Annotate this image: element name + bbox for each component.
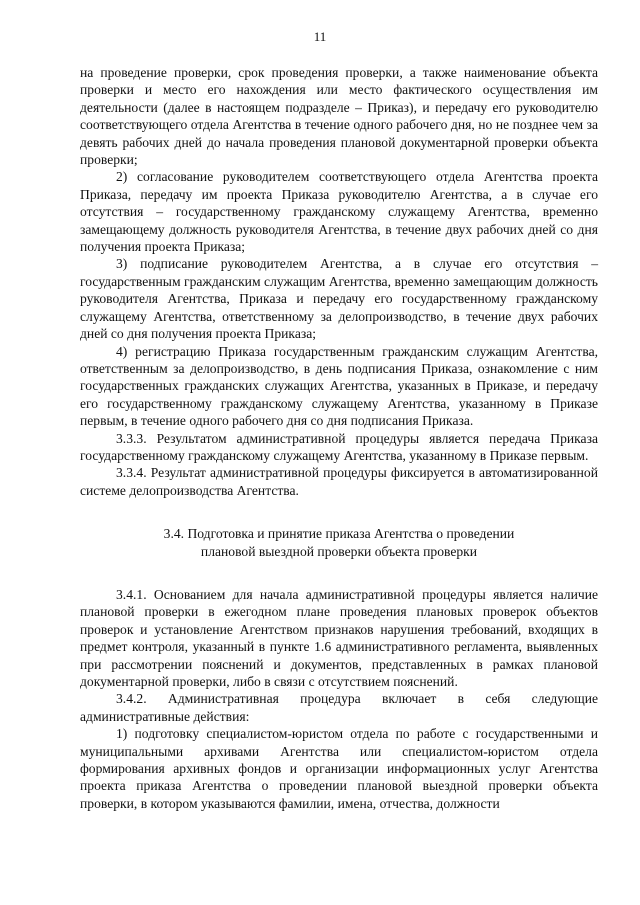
paragraph-item-2: 2) согласование руководителем соответствующего отдела Агентства проекта Приказа, передачу им проекта Приказа руководителю Агентства, а в случае его отсутствия – государственному гражданскому служащему Агентства, временно замещающему должность руководителя Агентства, в течение двух рабочих дней со дня получения проекта Приказа; — [80, 169, 598, 255]
document-body — [80, 64, 598, 812]
section-heading-line-2: плановой выездной проверки объекта проверки — [200, 543, 478, 559]
page-number: 11 — [313, 29, 327, 44]
paragraph-3-4-2-item-1: 1) подготовку специалистом-юристом отдела по работе с государственными и муниципальными архивами Агентства или специалистом-юристом отдела формирования архивных фондов и организации информационных услуг Агентства проекта приказа Агентства о проведении плановой выездной проверки объекта проверки, в котором указываются фамилии, имена, отчества, должности — [80, 726, 598, 811]
paragraph-3-3-4: 3.3.4. Результат административной процедуры фиксируется в автоматизированной системе делопроизводства Агентства. — [80, 465, 598, 498]
paragraph-continuation: на проведение проверки, срок проведения проверки, а также наименование объекта проверки и место его нахождения или место фактического осуществления им деятельности (далее в настоящем подразделе – Приказ), и передачу его руководителю соответствующего отдела Агентства в течение одного рабочего дня, но не позднее чем за девять рабочих дней до начала проведения плановой документарной проверки объекта проверки; — [80, 65, 598, 168]
paragraph-item-3: 3) подписание руководителем Агентства, а в случае его отсутствия – государственным гражданским служащим Агентства, временно замещающим должность руководителя Агентства, Приказа и передачу его государственному гражданскому служащему Агентства, ответственному за делопроизводство, в течение двух рабочих дней со дня получения проекта Приказа; — [80, 256, 598, 342]
paragraph-item-4: 4) регистрацию Приказа государственным гражданским служащим Агентства, ответственным за делопроизводство, в день подписания Приказа, ознакомление с ним государственных гражданских служащих Агентства, указанных в Приказе, и передачу его государственному гражданскому служащему Агентства, указанному в Приказе первым, в течение одного рабочего дня со дня подписания Приказа. — [80, 343, 598, 429]
paragraph-3-3-3: 3.3.3. Результатом административной процедуры является передача Приказа государственному гражданскому служащему Агентства, указанному в Приказе первым. — [80, 430, 598, 463]
paragraph-3-4-1: 3.4.1. Основанием для начала административной процедуры является наличие плановой проверки в ежегодном плане проведения плановых проверок объектов проверок и установление Агентством признаков нарушения требований, входящих в предмет контроля, указанный в пункте 1.6 административного регламента, выявленных при рассмотрении пояснений и документов, представленных в рамках плановой документарной проверки, либо в связи с отсутствием пояснений. — [80, 586, 598, 689]
paragraph-3-4-2: 3.4.2. Административная процедура включает в себя следующие административные действия: — [80, 691, 598, 724]
section-heading-line-1: 3.4. Подготовка и принятие приказа Агентства о проведении — [163, 526, 515, 542]
